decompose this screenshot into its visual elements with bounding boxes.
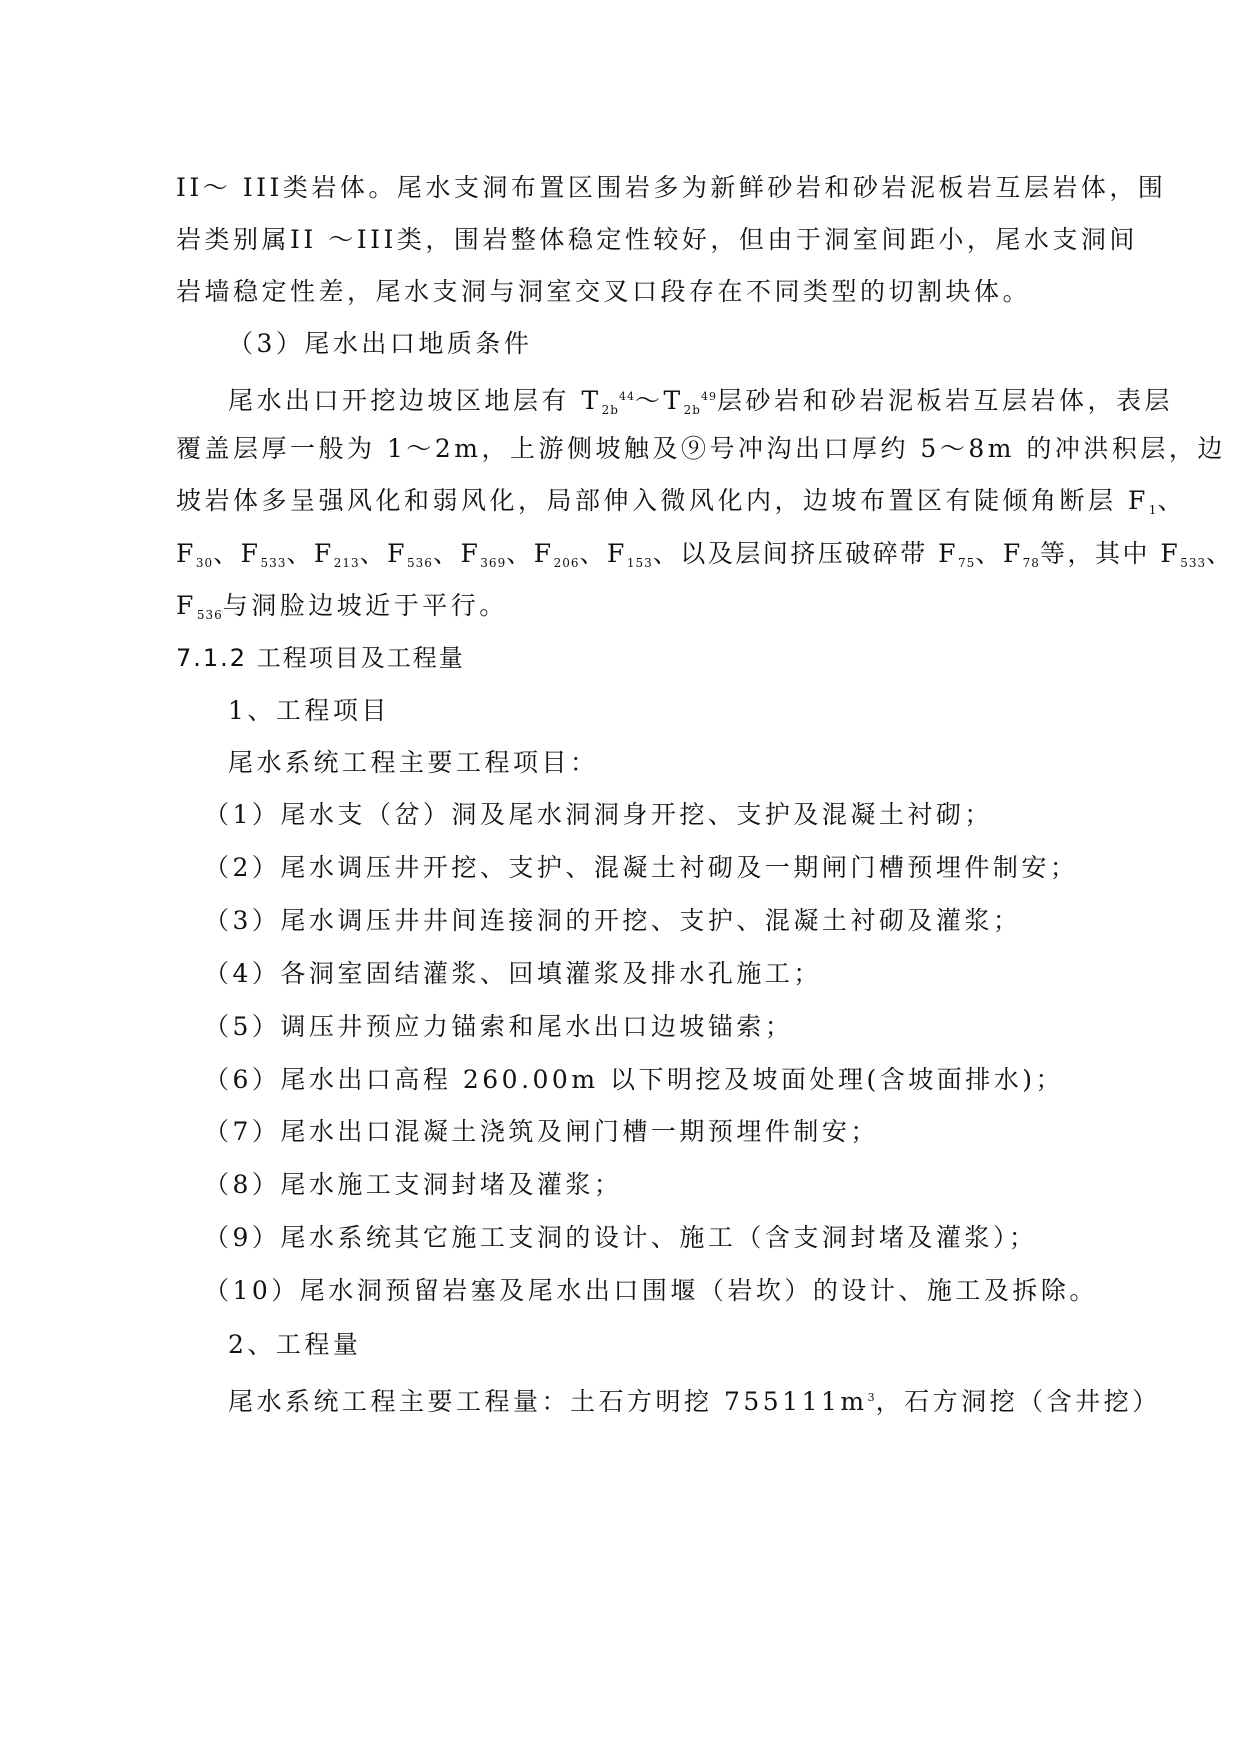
text-run: 、F [286, 539, 334, 568]
text-run: 尾水出口开挖边坡区地层有 T [228, 386, 602, 415]
text-run: 层砂岩和砂岩泥板岩互层岩体，表层 [716, 386, 1173, 415]
text-run: 、F [506, 539, 554, 568]
list-item: （1）尾水支（岔）洞及尾水洞洞身开挖、支护及混凝土衬砌； [204, 800, 993, 829]
subscript: 533 [260, 556, 287, 570]
list-item: （6）尾水出口高程 260.00m 以下明挖及坡面处理(含坡面排水)； [204, 1065, 1064, 1094]
section-title: （3）尾水出口地质条件 [228, 329, 533, 358]
text-run: 、以及层间挤压破碎带 F [652, 539, 959, 568]
list-item: （10）尾水洞预留岩塞及尾水出口围堰（岩坎）的设计、施工及拆除。 [204, 1276, 1098, 1305]
subscript: 206 [553, 556, 580, 570]
text-run: 、F [975, 539, 1023, 568]
text-run: 、F [579, 539, 627, 568]
text-run: F [176, 591, 197, 620]
paragraph-line [228, 1381, 1178, 1419]
paragraph-line: 岩类别属II ～III类，围岩整体稳定性较好，但由于洞室间距小，尾水支洞间 [176, 225, 1138, 254]
text-run: 尾水系统工程主要工程量：土石方明挖 755111m [228, 1387, 868, 1416]
subsection-title: 2、工程量 [228, 1330, 362, 1359]
subscript: 533 [1180, 556, 1207, 570]
superscript: 44 [618, 390, 635, 403]
subscript: 1 [1148, 503, 1158, 517]
text-run: ～T [634, 386, 684, 415]
paragraph-line: 覆盖层厚一般为 1～2m，上游侧坡触及⑨号冲沟出口厚约 5～8m 的冲洪积层，边 [176, 434, 1226, 463]
subscript: 2b [683, 403, 701, 417]
subscript: 536 [407, 556, 433, 570]
list-item: （8）尾水施工支洞封堵及灌浆； [204, 1170, 623, 1199]
section-heading: 7.1.2 工程项目及工程量 [176, 644, 465, 672]
list-item: （2）尾水调压井开挖、支护、混凝土衬砌及一期闸门槽预埋件制安； [204, 853, 1079, 882]
text-run: 等，其中 F [1039, 539, 1181, 568]
paragraph-line [176, 589, 1126, 632]
list-item: （7）尾水出口混凝土浇筑及闸门槽一期预埋件制安； [204, 1117, 879, 1146]
text-run: 、F [213, 539, 261, 568]
subscript: 153 [626, 556, 653, 570]
list-item: （4）各洞室固结灌浆、回填灌浆及排水孔施工； [204, 959, 822, 988]
text-run: 、 [1206, 539, 1234, 568]
text-run: F [176, 539, 196, 568]
paragraph-line: 岩墙稳定性差，尾水支洞与洞室交叉口段存在不同类型的切割块体。 [176, 277, 1032, 306]
text-run: 、F [432, 539, 481, 568]
intro-text: 尾水系统工程主要工程项目： [228, 748, 599, 777]
paragraph-line [228, 380, 1178, 427]
subscript: 369 [480, 556, 507, 570]
subscript: 2b [601, 403, 619, 417]
text-run: 、F [359, 539, 408, 568]
superscript: 49 [700, 390, 717, 403]
text-run: ，石方洞挖（含井挖） [875, 1387, 1161, 1416]
text-run: 、 [1157, 486, 1186, 515]
list-item: （5）调压井预应力锚索和尾水出口边坡锚索； [204, 1012, 794, 1041]
paragraph-line [176, 484, 1186, 527]
text-run: 与洞脸边坡近于平行。 [222, 591, 508, 620]
subscript: 78 [1022, 556, 1040, 570]
subsection-title: 1、工程项目 [228, 696, 390, 725]
list-item: （3）尾水调压井井间连接洞的开挖、支护、混凝土衬砌及灌浆； [204, 906, 1022, 935]
paragraph-line: II～ III类岩体。尾水支洞布置区围岩多为新鲜砂岩和砂岩泥板岩互层岩体，围 [176, 173, 1167, 202]
subscript: 75 [958, 556, 976, 570]
subscript: 30 [195, 556, 214, 570]
text-run: 坡岩体多呈强风化和弱风化，局部伸入微风化内，边坡布置区有陡倾角断层 F [176, 486, 1149, 515]
paragraph-line [176, 537, 1234, 580]
subscript: 213 [333, 556, 360, 570]
subscript: 536 [196, 608, 223, 622]
list-item: （9）尾水系统其它施工支洞的设计、施工（含支洞封堵及灌浆）； [204, 1223, 1038, 1252]
superscript: 3 [867, 1391, 876, 1404]
